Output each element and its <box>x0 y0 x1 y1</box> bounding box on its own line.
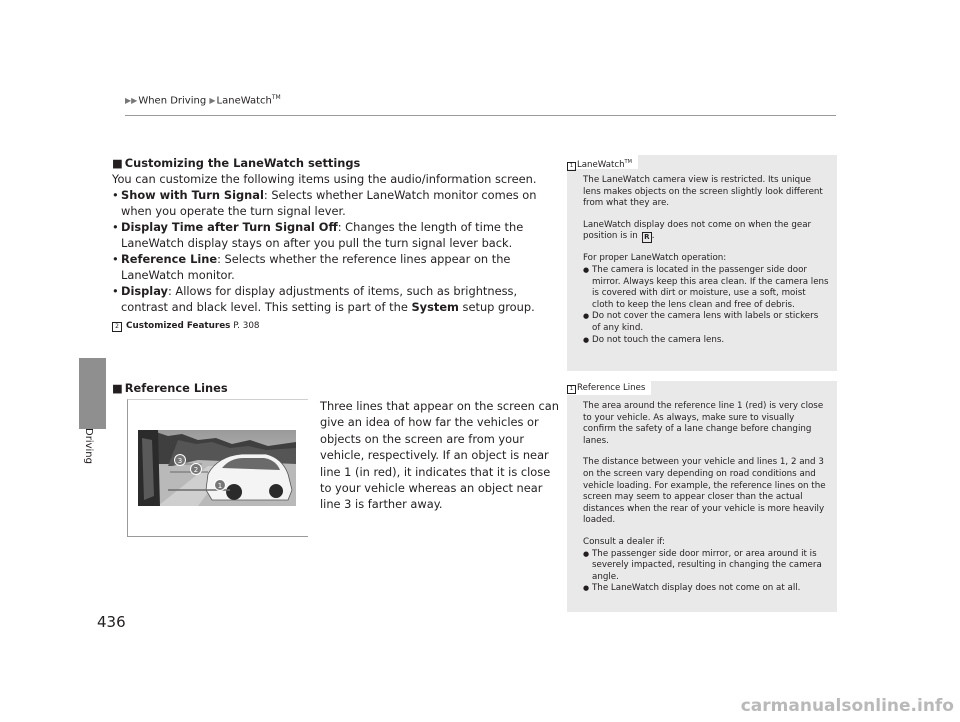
list-item: • Reference Line: Selects whether the reference lines appear on the LaneWatch monitor. <box>112 251 560 283</box>
gear-r-icon: R <box>642 232 652 243</box>
note-paragraph: LaneWatch display does not come on when the gear position is in R . <box>583 219 812 242</box>
reference-icon: 2 <box>112 322 122 332</box>
svg-text:3: 3 <box>177 457 183 465</box>
list-item: ● Do not cover the camera lens with labels or stickers of any kind. <box>583 311 829 334</box>
list-item: ● The passenger side door mirror, or area around it is severely impacted, resulting in changing the camera angle. <box>583 549 829 584</box>
note-tab: 1 Reference Lines <box>567 381 651 395</box>
arrow-right-icon: ▶▶ <box>125 96 138 106</box>
note-paragraph: The distance between your vehicle and lines 1, 2 and 3 on the screen vary depending on road conditions and vehicle loading. For example, the reference lines on the screen may seem to appear closer than the actual distances when the rear of your vehicle is more heavily loaded. <box>583 457 826 526</box>
svg-text:2: 2 <box>193 466 199 474</box>
customizing-heading: ■ Customizing the LaneWatch settings <box>112 155 560 171</box>
note-tab: 1 LaneWatch™ <box>567 155 638 169</box>
customizing-intro: You can customize the following items using the audio/information screen. <box>112 172 537 186</box>
breadcrumb-level2[interactable]: LaneWatch <box>216 95 272 107</box>
note-icon: 1 <box>567 162 576 171</box>
list-item: • Display: Allows for display adjustments of items, such as brightness, contrast and black level. This setting is part of the System setup group. <box>112 283 560 315</box>
reference-lines-note <box>567 381 837 612</box>
section-label: Driving <box>83 428 94 464</box>
breadcrumb-level1[interactable]: When Driving <box>138 95 207 107</box>
list-item: ● Do not touch the camera lens. <box>583 335 829 347</box>
list-item: ● The camera is located in the passenger side door mirror. Always keep this area clean. If the camera lens is covered with dirt or moisture, use a soft, moist cloth to keep the lens clean and free of debris. <box>583 265 829 311</box>
note-paragraph: Consult a dealer if: <box>583 536 665 547</box>
note-icon: 1 <box>567 385 576 394</box>
list-item: ● The LaneWatch display does not come on at all. <box>583 583 829 595</box>
page-number: 436 <box>97 613 126 631</box>
customizing-section <box>112 155 560 334</box>
reference-lines-text: Three lines that appear on the screen can give an idea of how far the vehicles or objects on the screen are from your vehicle, respectively. If an object is near line 1 (in red), it indicates that it is close to your vehicle whereas an object near line 3 is farther away. <box>320 399 559 512</box>
list-item: • Show with Turn Signal: Selects whether LaneWatch monitor comes on when you operate the turn signal lever. <box>112 187 560 219</box>
lanewatch-camera-image <box>138 430 296 506</box>
trademark-mark: TM <box>271 94 281 101</box>
svg-text:1: 1 <box>217 482 223 490</box>
lanewatch-note <box>567 155 837 371</box>
arrow-right-icon: ▶ <box>209 96 216 106</box>
reference-marker-3 <box>175 455 186 466</box>
note-paragraph: For proper LaneWatch operation: <box>583 253 727 264</box>
reference-lines-heading: ■ Reference Lines <box>112 381 228 395</box>
note-paragraph: The LaneWatch camera view is restricted. Its unique lens makes objects on the screen slightly look different from what they are. <box>583 175 823 209</box>
reference-marker-1 <box>215 480 226 491</box>
section-tab <box>79 358 106 429</box>
list-item: • Display Time after Turn Signal Off: Changes the length of time the LaneWatch display stays on after you pull the turn signal lever back. <box>112 219 560 251</box>
watermark: carmanualsonline.info <box>740 696 954 716</box>
note-paragraph: The area around the reference line 1 (red) is very close to your vehicle. As always, make sure to visually confirm the safety of a lane change before changing lanes. <box>583 401 824 446</box>
breadcrumb <box>125 94 281 106</box>
reference-marker-2 <box>191 464 202 475</box>
cross-reference-link[interactable]: 2 Customized Features P. 308 <box>112 318 560 334</box>
header-divider <box>125 115 836 116</box>
